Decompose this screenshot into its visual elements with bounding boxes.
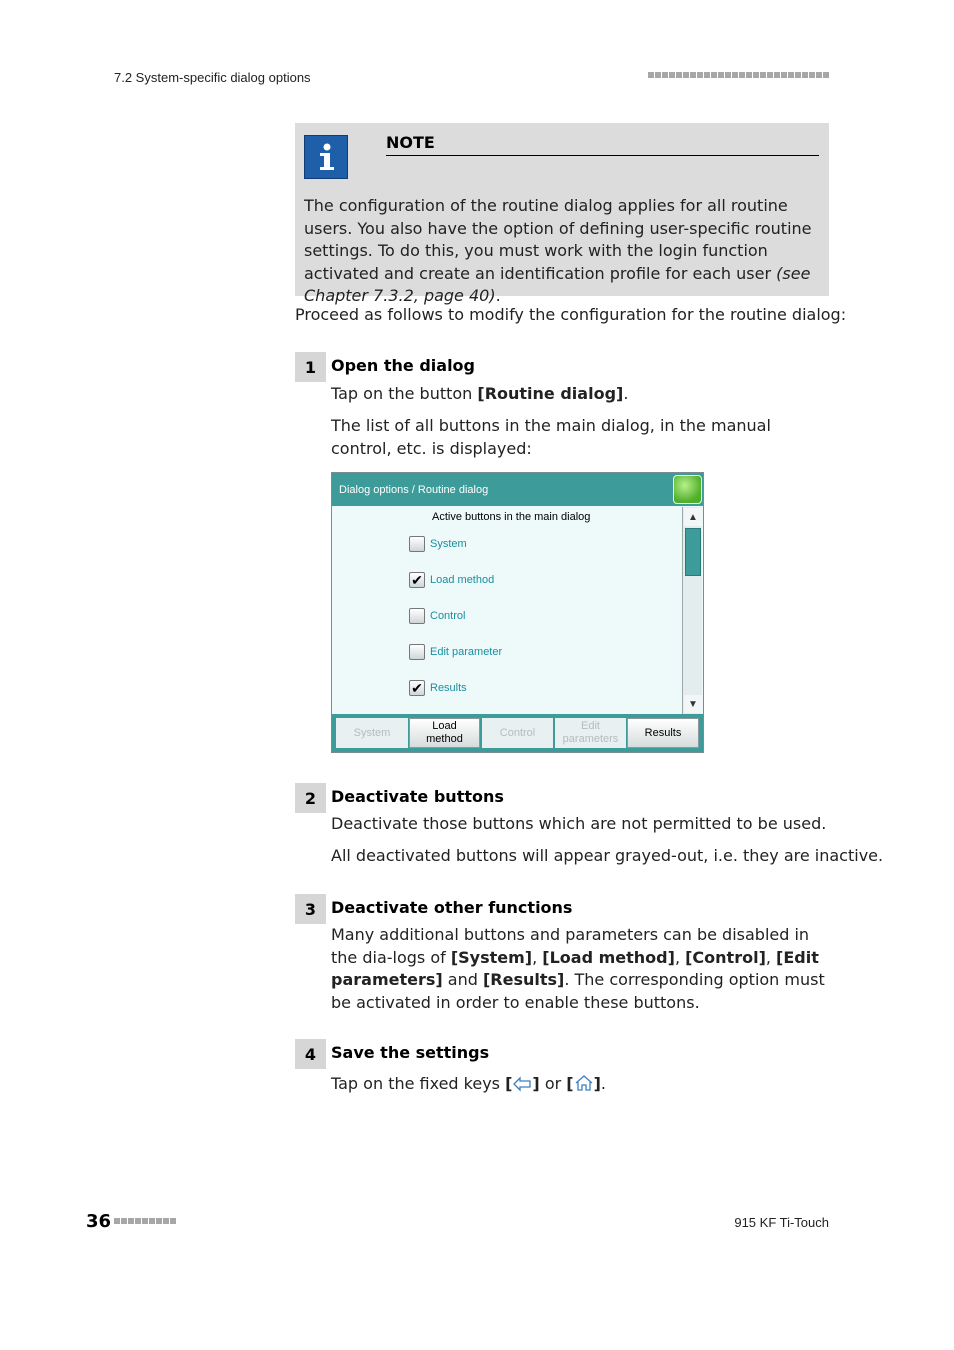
product-name: 915 KF Ti-Touch (734, 1215, 829, 1230)
note-box (295, 123, 829, 305)
step-text: Tap on the fixed keys [ ] or [ ]. (331, 1073, 606, 1099)
checkbox-load-method[interactable]: ✔ Load method (409, 572, 494, 588)
note-title: NOTE (386, 133, 435, 152)
scrollbar[interactable] (682, 507, 702, 714)
checkbox-results[interactable]: ✔ Results (409, 680, 467, 696)
dialog-title: Dialog options / Routine dialog (339, 484, 489, 496)
footer-square-dots (114, 1218, 176, 1224)
info-icon (304, 135, 348, 179)
device-screenshot (331, 472, 704, 753)
tab-load-method[interactable]: Load method (409, 718, 480, 748)
tab-system[interactable]: System (336, 718, 408, 748)
scroll-up-icon[interactable]: ▲ (684, 508, 702, 526)
status-led-icon[interactable] (673, 475, 702, 504)
note-text: The configuration of the routine dialog applies for all routine users. You also have the option of defining user-specific routine settings. To do this, you must work with the login function activated and create an identification profile for each user (see Chapter 7.3.2, page 40). (304, 196, 812, 305)
home-icon (574, 1074, 594, 1099)
checkbox-checked[interactable]: ✔ (409, 680, 425, 696)
checkbox-edit-parameter[interactable]: Edit parameter (409, 644, 502, 660)
checkbox-control[interactable]: Control (409, 608, 465, 624)
step-text: Deactivate those buttons which are not permitted to be used. (331, 814, 827, 833)
note-divider (386, 155, 819, 156)
step-title: Save the settings (331, 1043, 490, 1062)
step-number: 4 (295, 1039, 326, 1069)
step-number: 2 (295, 783, 326, 813)
header-square-dots (648, 72, 829, 78)
step-title: Open the dialog (331, 356, 475, 375)
checkbox[interactable] (409, 644, 425, 660)
tab-edit-parameters[interactable]: Edit parameters (555, 718, 626, 748)
intro-text: Proceed as follows to modify the configuration for the routine dialog: (295, 305, 847, 324)
step-number: 3 (295, 894, 326, 924)
step-number: 1 (295, 352, 326, 382)
checkbox-checked[interactable]: ✔ (409, 572, 425, 588)
step-title: Deactivate buttons (331, 787, 504, 806)
running-header: 7.2 System-specific dialog options (114, 70, 311, 85)
step-title: Deactivate other functions (331, 898, 573, 917)
page-number: 36 (86, 1211, 112, 1232)
checkbox-system[interactable]: System (409, 536, 467, 552)
scroll-thumb[interactable] (685, 528, 701, 576)
tab-results[interactable]: Results (627, 718, 699, 748)
back-arrow-icon (512, 1076, 532, 1099)
dialog-title-bar (332, 473, 703, 506)
step-text: Tap on the button [Routine dialog]. (331, 384, 629, 403)
scroll-down-icon[interactable]: ▼ (684, 695, 702, 713)
step-text: Many additional buttons and parameters can be disabled in the dia-logs of [System], [Load method], [Control], [Edit parameters] and [Results]. The corresponding option must be activated in order to enable these buttons. (331, 925, 825, 1012)
step-text: All deactivated buttons will appear grayed-out, i.e. they are inactive. (331, 846, 884, 865)
tab-control[interactable]: Control (482, 718, 553, 748)
checkbox[interactable] (409, 536, 425, 552)
checkbox[interactable] (409, 608, 425, 624)
tab-bar (332, 714, 703, 752)
step-text: The list of all buttons in the main dialog, in the manual control, etc. is displayed: (331, 416, 771, 458)
dialog-subtitle: Active buttons in the main dialog (432, 511, 591, 523)
note-chapter-ref: (see Chapter 7.3.2, page 40) (304, 263, 811, 305)
